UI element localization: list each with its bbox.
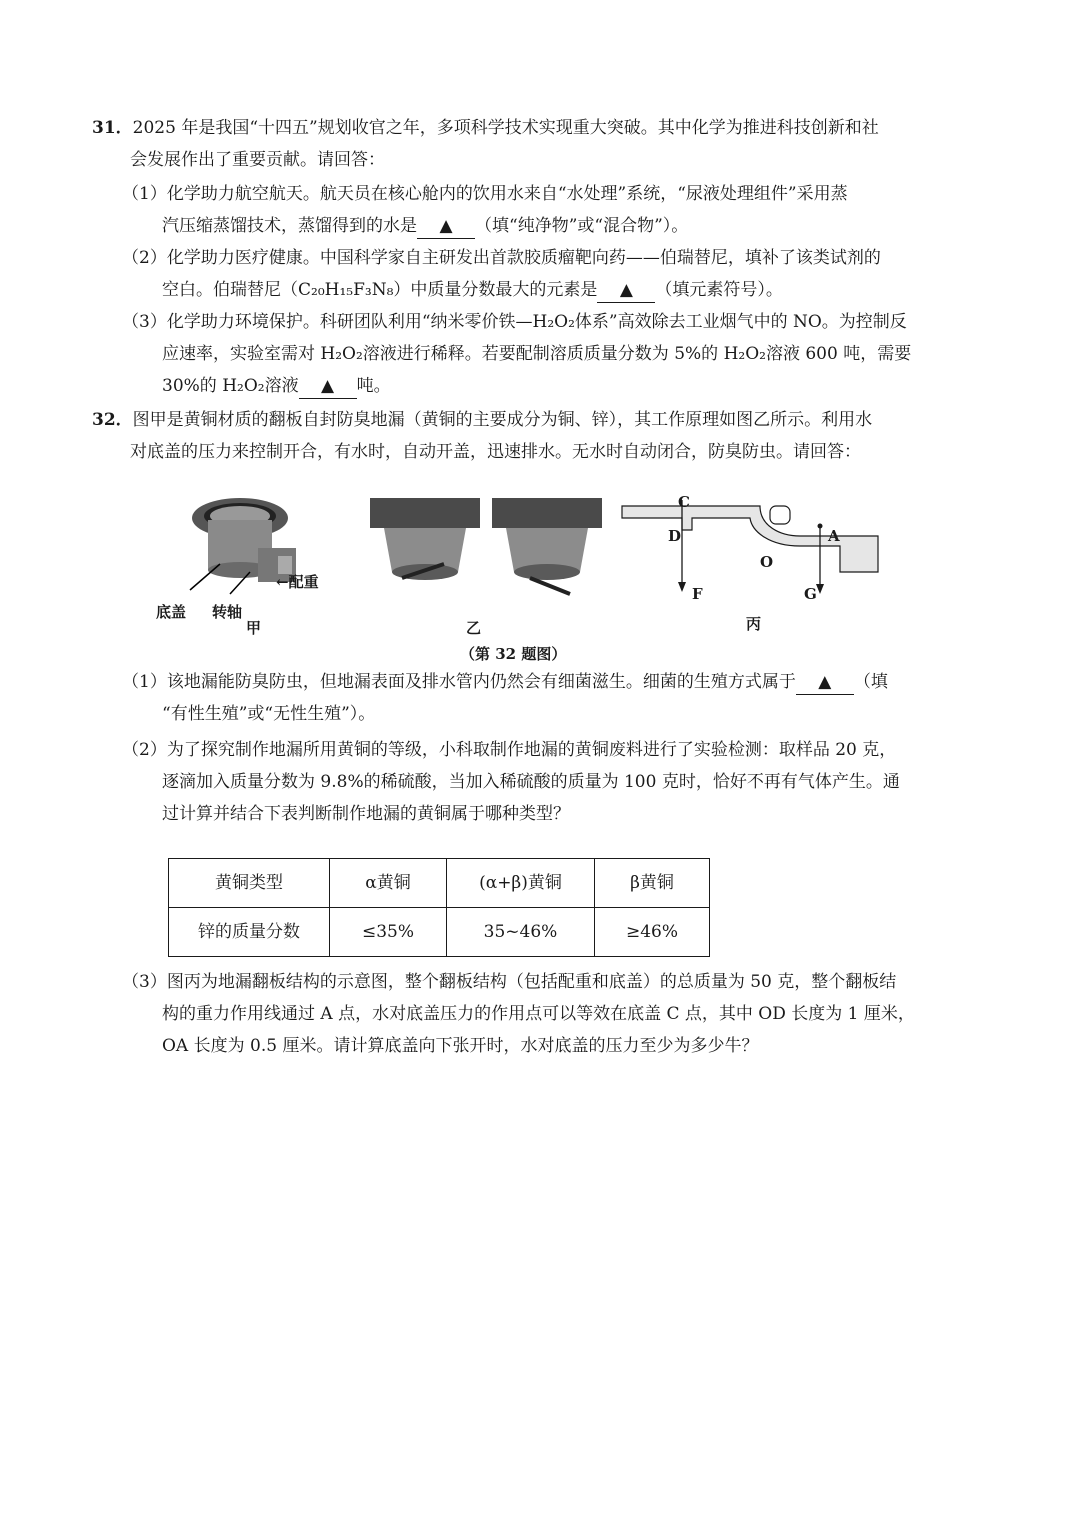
answer-blank[interactable]: ▲ <box>597 278 655 303</box>
label-bing: 丙 <box>746 615 762 633</box>
q32-part2: （2）为了探究制作地漏所用黄铜的等级，小科取制作地漏的黄铜废料进行了实验检测：取样品 20 克， 逐滴加入质量分数为 9.8%的稀硫酸，当加入稀硫酸的质量为 100 克时，恰好不再有气体产生。通 过计算并结合下表判断制作地漏的黄铜属于哪种类型？ <box>122 740 900 824</box>
answer-blank[interactable]: ▲ <box>299 374 357 399</box>
table-cell: 35~46% <box>447 908 595 957</box>
q31-stem-cont: 会发展作出了重要贡献。请回答： <box>130 150 385 170</box>
brass-type-table <box>168 858 710 957</box>
label-jia: 甲 <box>246 619 262 637</box>
point-o: O <box>760 553 774 571</box>
q31-part3: （3）化学助力环境保护。科研团队利用“纳米零价铁—H₂O₂体系”高效除去工业烟气中的 NO。为控制反 应速率，实验室需对 H₂O₂溶液进行稀释。若要配制溶质质量分数为 5%的 H₂O₂溶液 600 吨，需要 30%的 H₂O₂溶液 ▲ 吨。 <box>122 306 1036 402</box>
figure-yi-drain-states <box>370 498 610 608</box>
table-cell: 锌的质量分数 <box>169 908 330 957</box>
q31-stem: 31．2025 年是我国“十四五”规划收官之年，多项科学技术实现重大突破。其中化学为推进科技创新和社 <box>92 118 879 138</box>
table-row <box>169 908 710 957</box>
table-cell: α黄铜 <box>330 859 447 908</box>
figure-caption: （第 32 题图） <box>460 645 567 663</box>
table-header-row <box>169 859 710 908</box>
question-31 <box>92 112 1002 176</box>
table-cell: β黄铜 <box>595 859 710 908</box>
answer-blank[interactable]: ▲ <box>417 214 475 239</box>
q32-part3: （3）图丙为地漏翻板结构的示意图，整个翻板结构（包括配重和底盖）的总质量为 50 克，整个翻板结 构的重力作用线通过 A 点，水对底盖压力的作用点可以等效在底盖 C 点，其中 OD 长度为 1 厘米， OA 长度为 0.5 厘米。请计算底盖向下张开时，水对底盖的压力至少为多少牛？ <box>122 972 915 1056</box>
label-zhuanzhou: 转轴 <box>212 603 243 621</box>
label-peizhong: ←配重 <box>276 573 319 591</box>
table-cell: 黄铜类型 <box>169 859 330 908</box>
figure-bing-lever-diagram <box>620 496 882 606</box>
q32-number: 32． <box>92 410 133 430</box>
table-cell: (α+β)黄铜 <box>447 859 595 908</box>
q32-stem-cont: 对底盖的压力来控制开合，有水时，自动开盖，迅速排水。无水时自动闭合，防臭防虫。请回答： <box>130 442 861 462</box>
q31-number: 31． <box>92 118 133 138</box>
point-a: A <box>828 527 840 545</box>
q31-part1: （1）化学助力航空航天。航天员在核心舱内的饮用水来自“水处理”系统，“尿液处理组件”采用蒸 汽压缩蒸馏技术，蒸馏得到的水是 ▲ （填“纯净物”或“混合物”）。 <box>122 178 1036 242</box>
question-32 <box>92 404 1002 468</box>
q32-part1: （1）该地漏能防臭防虫，但地漏表面及排水管内仍然会有细菌滋生。细菌的生殖方式属于 ▲ （填 “有性生殖”或“无性生殖”）。 <box>122 672 888 724</box>
label-yi: 乙 <box>466 619 482 637</box>
answer-blank[interactable]: ▲ <box>796 670 854 695</box>
table-cell: ≥46% <box>595 908 710 957</box>
force-g: G <box>804 585 817 603</box>
force-f: F <box>692 585 703 603</box>
q32-stem: 32．图甲是黄铜材质的翻板自封防臭地漏（黄铜的主要成分为铜、锌），其工作原理如图乙所示。利用水 <box>92 410 873 430</box>
table-cell: ≤35% <box>330 908 447 957</box>
q31-part2: （2）化学助力医疗健康。中国科学家自主研发出首款胶质瘤靶向药——伯瑞替尼，填补了该类试剂的 空白。伯瑞替尼（C₂₀H₁₅F₃N₈）中质量分数最大的元素是 ▲ （填元素符号）。 <box>122 242 1036 306</box>
label-dizhao: 底盖 <box>156 603 187 621</box>
point-c: C <box>678 493 690 511</box>
point-d: D <box>668 527 682 545</box>
